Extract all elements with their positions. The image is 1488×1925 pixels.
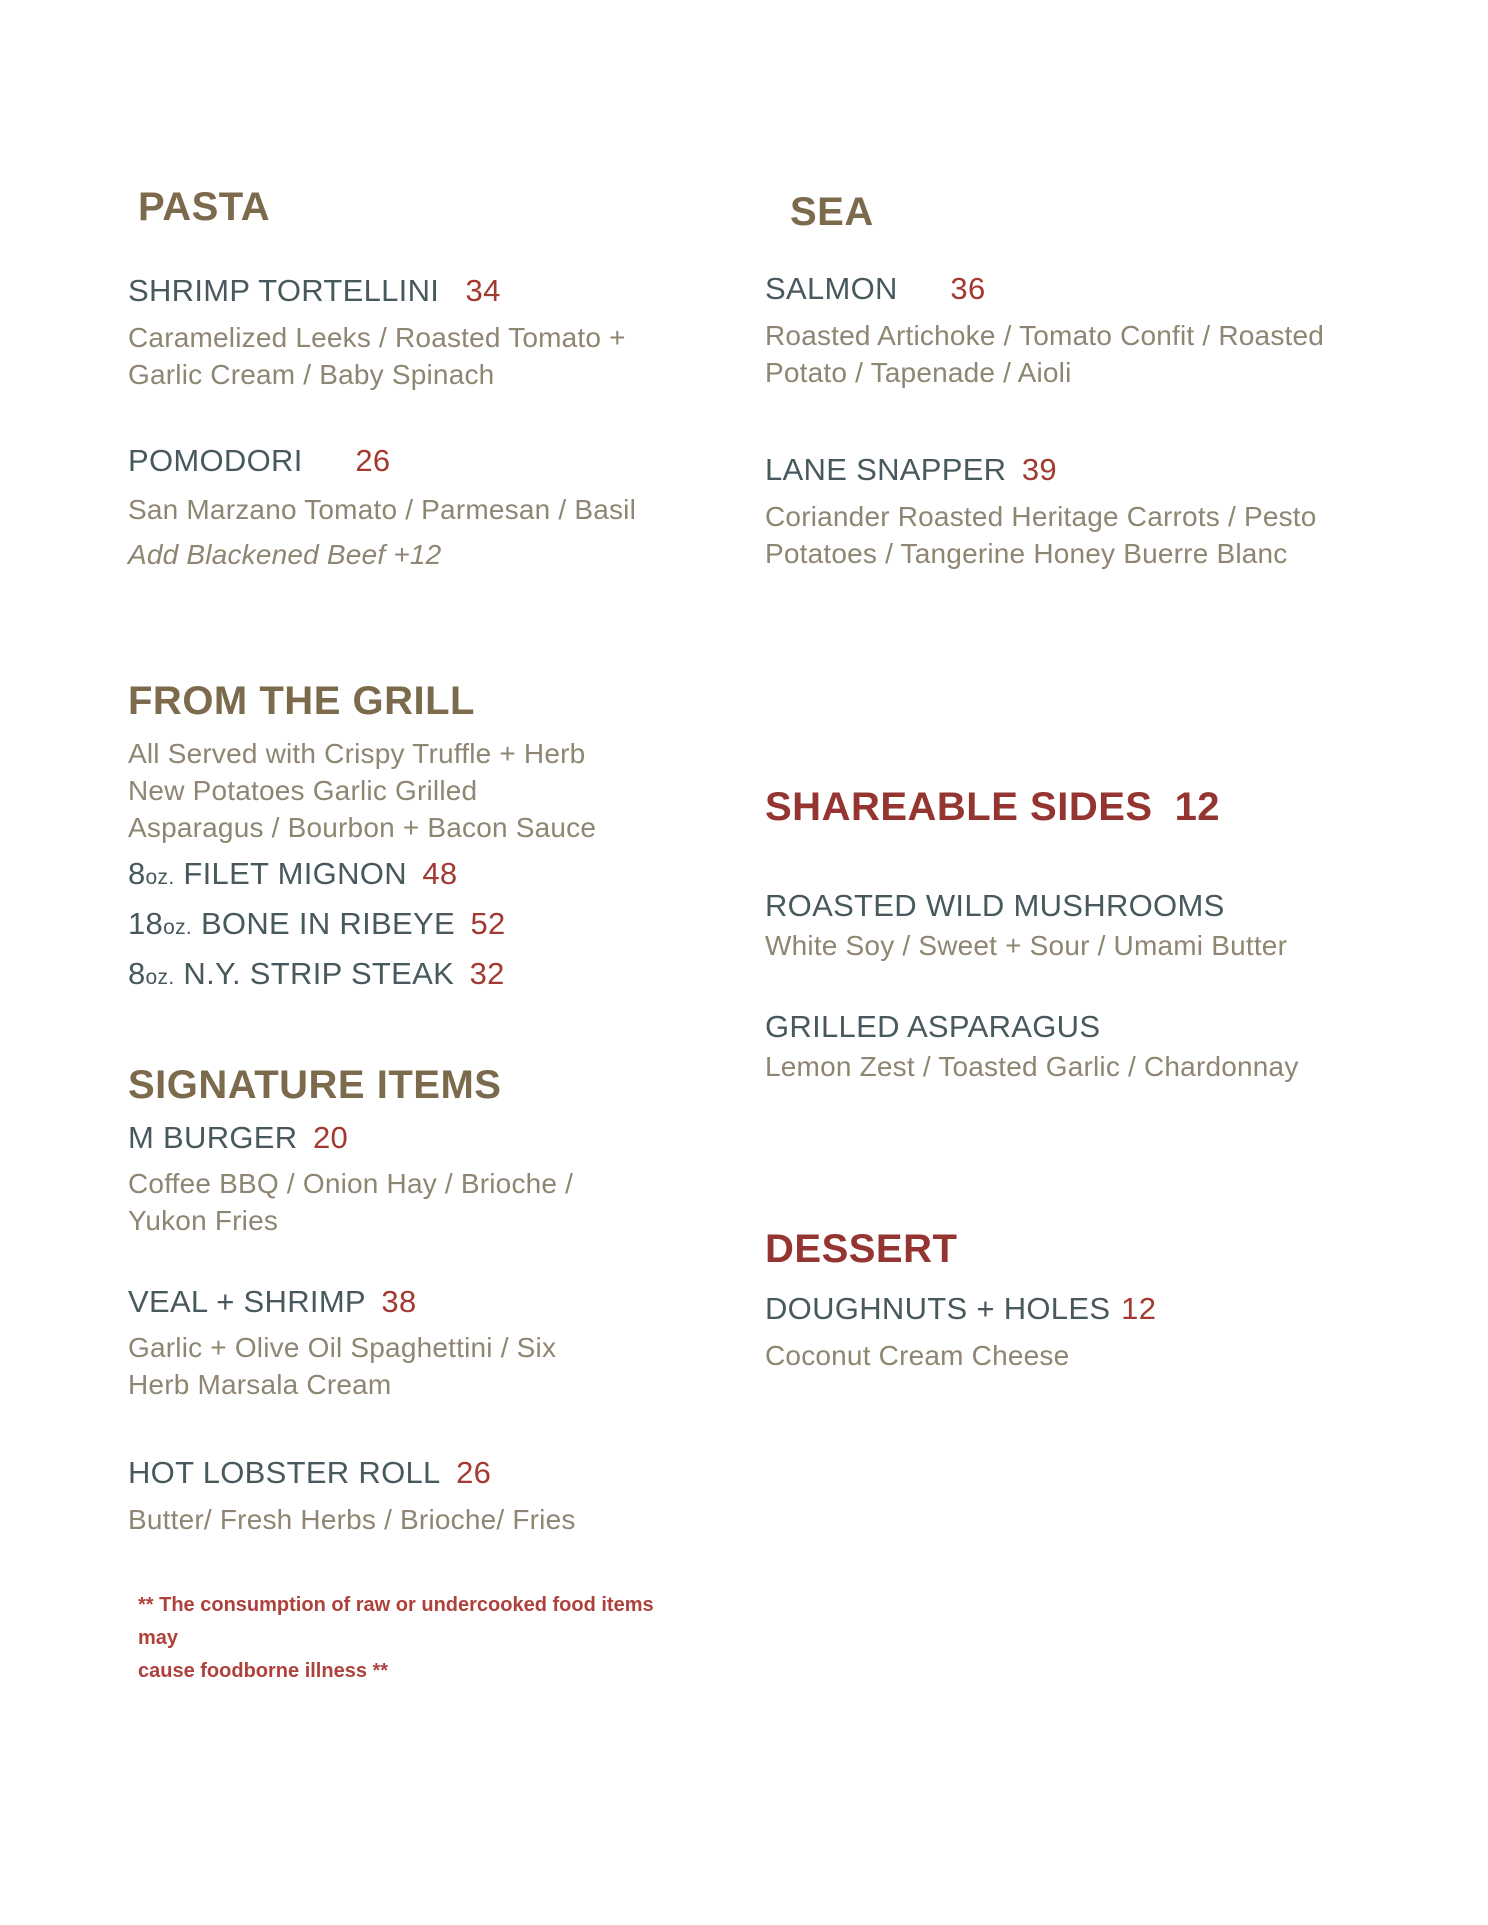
item-description [128,319,668,393]
right-column [765,190,1365,1374]
item-name-price [765,451,1365,488]
item-name: ROASTED WILD MUSHROOMS [765,888,1225,923]
item-desc-line: Garlic + Olive Oil Spaghettini / Six [128,1332,557,1363]
item-size: 18 [128,906,164,941]
item-addon-note: Add Blackened Beef +12 [128,539,442,570]
item-size: 8 [128,856,146,891]
section-title-signature-items: SIGNATURE ITEMS [128,1063,502,1107]
item-desc-line: Coriander Roasted Heritage Carrots / Pesto [765,501,1317,532]
section-title-sea: SEA [790,190,874,234]
item-description [765,317,1365,391]
item-size-unit: oz. [163,916,193,939]
item-price: 52 [470,906,506,941]
item-name: POMODORI [128,443,303,478]
section-title-text: SHAREABLE SIDES [765,785,1153,829]
left-column [128,185,668,1688]
menu-item-m-burger [128,1119,668,1239]
item-desc-line: Butter/ Fresh Herbs / Brioche/ Fries [128,1504,576,1535]
item-description [128,1329,668,1403]
item-name: M BURGER [128,1120,298,1155]
item-name: GRILLED ASPARAGUS [765,1009,1101,1044]
menu-item-filet-mignon [128,851,668,901]
menu-item-lane-snapper [765,451,1365,572]
item-name-price [128,1119,668,1156]
item-desc-line: San Marzano Tomato / Parmesan / Basil [128,494,637,525]
menu-item-doughnuts-holes [765,1290,1365,1374]
item-size-unit: oz. [145,866,175,889]
item-name-price [128,1454,668,1491]
item-description [128,1501,668,1538]
item-price: 38 [381,1284,417,1319]
item-price: 26 [456,1455,492,1490]
section-title-from-the-grill: FROM THE GRILL [128,679,475,723]
item-desc-line: Herb Marsala Cream [128,1369,392,1400]
item-desc-line: Potatoes / Tangerine Honey Buerre Blanc [765,538,1288,569]
item-desc-line: White Soy / Sweet + Sour / Umami Butter [765,930,1288,961]
item-price: 36 [950,271,986,306]
item-desc-line: Coconut Cream Cheese [765,1340,1070,1371]
disclaimer-line: cause foodborne illness ** [138,1660,389,1682]
item-desc-line: Yukon Fries [128,1205,279,1236]
section-price: 12 [1174,785,1221,829]
item-price: 26 [355,443,391,478]
item-desc-line: Garlic Cream / Baby Spinach [128,359,495,390]
item-name-price [765,1290,1365,1327]
grill-subtitle-line: Asparagus / Bourbon + Bacon Sauce [128,812,597,843]
item-price: 48 [422,856,458,891]
item-description [128,491,668,528]
item-name: HOT LOBSTER ROLL [128,1455,441,1490]
item-size-unit: oz. [145,966,175,989]
item-name: BONE IN RIBEYE [200,906,455,941]
menu-item-roasted-wild-mushrooms [765,887,1365,964]
item-desc-line: Caramelized Leeks / Roasted Tomato + [128,322,626,353]
item-description [765,927,1365,964]
menu-item-salmon [765,270,1365,391]
item-price: 20 [312,1120,349,1155]
item-name: LANE SNAPPER [765,452,1007,487]
item-name-price [128,442,668,479]
item-description [765,498,1365,572]
disclaimer-line: ** The consumption of raw or undercooked food items may [138,1594,654,1649]
menu-item-grilled-asparagus [765,1008,1365,1085]
menu-item-hot-lobster-roll [128,1454,668,1538]
item-name-price [128,1283,668,1320]
item-price: 34 [465,273,501,308]
raw-food-disclaimer [128,1589,668,1688]
item-name-price [128,272,668,309]
grill-subtitle [128,735,668,846]
item-name: SALMON [765,271,898,306]
grill-subtitle-line: New Potatoes Garlic Grilled [128,775,478,806]
menu-item-shrimp-tortellini [128,272,668,393]
section-title-dessert: DESSERT [765,1227,958,1271]
item-desc-line: Lemon Zest / Toasted Garlic / Chardonnay [765,1051,1299,1082]
item-price: 32 [469,956,505,991]
item-price: 39 [1021,452,1057,487]
grill-items [128,851,668,1001]
item-name: N.Y. STRIP STEAK [183,956,455,991]
section-title-shareable-sides [765,785,1365,829]
item-name-price [765,270,1365,307]
menu-item-ny-strip-steak [128,951,668,1001]
item-name: VEAL + SHRIMP [128,1284,366,1319]
section-title-pasta: PASTA [138,185,271,229]
grill-subtitle-line: All Served with Crispy Truffle + Herb [128,738,586,769]
menu-item-veal-shrimp [128,1283,668,1403]
item-name: DOUGHNUTS + HOLES [765,1291,1111,1326]
item-desc-line: Roasted Artichoke / Tomato Confit / Roasted [765,320,1325,351]
item-description [128,1165,668,1239]
item-size: 8 [128,956,146,991]
item-name: SHRIMP TORTELLINI [128,273,440,308]
item-description [765,1048,1365,1085]
item-name: FILET MIGNON [183,856,407,891]
item-desc-line: Coffee BBQ / Onion Hay / Brioche / [128,1168,574,1199]
menu-item-bone-in-ribeye [128,901,668,951]
item-description [765,1337,1365,1374]
menu-item-pomodori [128,442,668,573]
item-price: 12 [1121,1291,1157,1326]
item-desc-line: Potato / Tapenade / Aioli [765,357,1072,388]
